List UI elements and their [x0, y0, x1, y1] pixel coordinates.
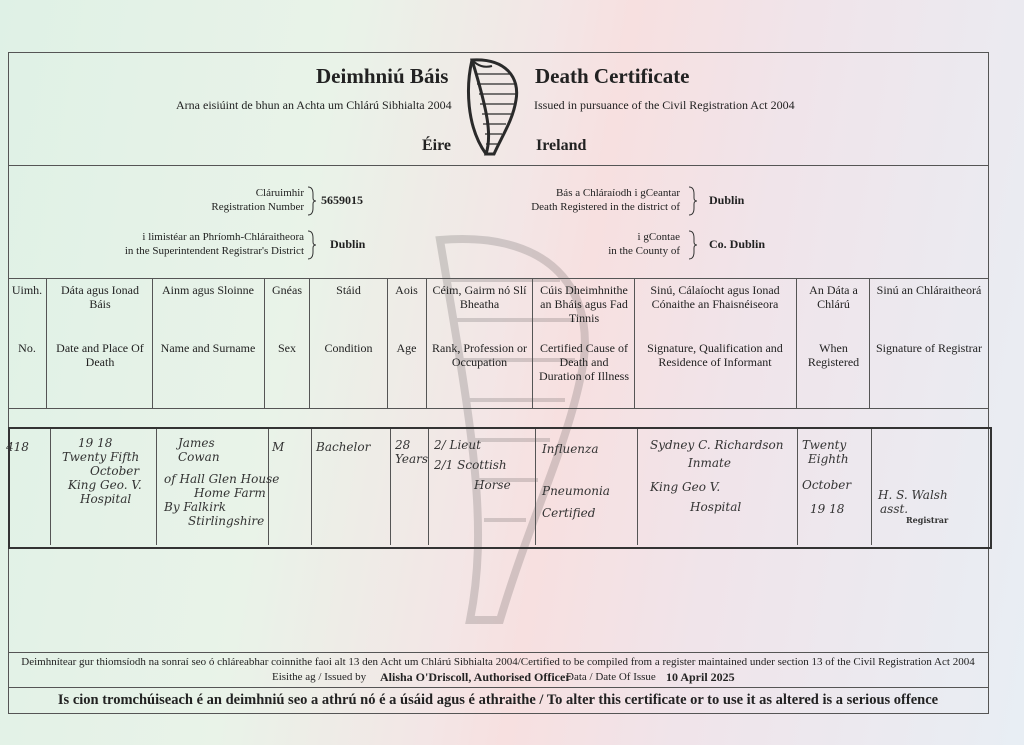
- brace-icon: [307, 230, 317, 260]
- country-english: Ireland: [536, 137, 587, 154]
- entry-name: James Cowan of Hall Glen House Home Farm By Falkirk Stirlingshire: [164, 436, 280, 528]
- col-name-irish: Ainm agus Sloinne: [162, 283, 254, 297]
- entry-registrar: H. S. Walsh asst. Registrar: [878, 488, 949, 525]
- county-value: Co. Dublin: [709, 237, 766, 251]
- col-registered-english: When Registered: [807, 341, 860, 369]
- col-no-english: No.: [18, 341, 36, 355]
- col-cause-english: Certified Cause of Death and Duration of Illness: [539, 341, 629, 383]
- country-irish: Éire: [422, 137, 452, 154]
- col-rank-irish: Céim, Gairm nó Slí Bheatha: [432, 283, 527, 311]
- issued-by-value: Alisha O'Driscoll, Authorised Officer: [380, 670, 571, 684]
- brace-icon: [688, 186, 698, 216]
- entry-divider: [156, 429, 157, 545]
- entry-divider: [637, 429, 638, 545]
- entry-number: 418: [6, 440, 29, 454]
- col-divider: [869, 278, 870, 408]
- title-irish: Deimhniú Báis: [316, 64, 449, 88]
- col-informant-english: Signature, Qualification and Residence of Informant: [647, 341, 783, 369]
- supt-district-label: i limistéar an Phríomh-Chláraitheora in the Superintendent Registrar's District: [124, 231, 304, 257]
- brace-icon: [307, 186, 317, 216]
- county-label: i gContae in the County of: [608, 231, 680, 257]
- col-divider: [426, 278, 427, 408]
- entry-age: 28 Years: [395, 438, 429, 466]
- col-divider: [46, 278, 47, 408]
- col-divider: [532, 278, 533, 408]
- entry-divider: [390, 429, 391, 545]
- brace-icon: [688, 230, 698, 260]
- col-divider: [264, 278, 265, 408]
- col-sex-irish: Gnéas: [272, 283, 302, 297]
- reg-number-label: Cláruimhir Registration Number: [211, 187, 304, 213]
- entry-divider: [311, 429, 312, 545]
- reg-district-label: Bás a Chláraíodh i gCeantar Death Registered in the district of: [531, 187, 680, 213]
- entry-divider: [871, 429, 872, 545]
- entry-condition: Bachelor: [316, 440, 371, 454]
- entry-registered: Twenty Eighth October 19 18: [802, 438, 852, 516]
- warning-rule: [8, 687, 988, 688]
- issue-date-value: 10 April 2025: [666, 670, 735, 684]
- col-age-irish: Aois: [395, 283, 418, 297]
- table-header-rule: [8, 408, 988, 409]
- entry-divider: [797, 429, 798, 545]
- col-cause-irish: Cúis Dheimhnithe an Bháis agus Fad Tinnis: [540, 283, 628, 325]
- issued-by-label: Eisithe ag / Issued by: [272, 671, 367, 683]
- issue-date-label: Data / Date Of Issue: [566, 671, 656, 683]
- col-sex-english: Sex: [278, 341, 296, 355]
- entry-rank: 2/ Lieut 2/1 Scottish Horse: [434, 438, 511, 492]
- entry-divider: [50, 429, 51, 545]
- header-divider: [8, 165, 988, 166]
- title-english: Death Certificate: [535, 64, 690, 88]
- col-divider: [796, 278, 797, 408]
- col-registered-irish: An Dáta a Chlárú: [809, 283, 858, 311]
- col-age-english: Age: [396, 341, 417, 355]
- supt-district-value: Dublin: [330, 237, 366, 251]
- entry-informant: Sydney C. Richardson Inmate King Geo V. Hospital: [650, 438, 784, 514]
- entry-divider: [535, 429, 536, 545]
- entry-sex: M: [272, 440, 285, 454]
- col-divider: [634, 278, 635, 408]
- table-top-rule: [8, 278, 988, 279]
- col-condition-english: Condition: [324, 341, 373, 355]
- col-registrar-english: Signature of Registrar: [876, 341, 982, 355]
- act-irish: Arna eisiúint de bhun an Achta um Chlárú Sibhialta 2004: [176, 98, 452, 112]
- reg-number-value: 5659015: [321, 193, 363, 207]
- entry-date-place: 19 18 Twenty Fifth October King Geo. V. Hospital: [62, 436, 142, 506]
- compiled-statement: Deimhnítear gur thiomsíodh na sonraí seo ó chláreabhar coinnithe faoi alt 13 den Acht um Chlárú Sibhialta 2004/Certified to be compiled from a register maintained under section 13 of the Civil Registration Act 2004: [21, 656, 975, 668]
- entry-cause: Influenza Pneumonia Certified: [542, 442, 610, 520]
- col-date-english: Date and Place Of Death: [56, 341, 144, 369]
- col-name-english: Name and Surname: [160, 341, 256, 355]
- reg-district-value: Dublin: [709, 193, 745, 207]
- alteration-warning: Is cion tromchúiseach é an deimhniú seo a athrú nó é a úsáid agus é athraithe / To alter this certificate or to use it as altered is a serious offence: [57, 692, 939, 708]
- col-registrar-irish: Sinú an Chláraitheorá: [876, 283, 982, 297]
- col-divider: [309, 278, 310, 408]
- col-informant-irish: Sinú, Cálaíocht agus Ionad Cónaithe an Fhaisnéiseora: [650, 283, 780, 311]
- footer-rule: [8, 652, 988, 653]
- col-date-irish: Dáta agus Ionad Báis: [61, 283, 139, 311]
- harp-emblem-icon: [458, 56, 524, 158]
- col-no-irish: Uimh.: [11, 283, 43, 297]
- col-rank-english: Rank, Profession or Occupation: [432, 341, 527, 369]
- entry-divider: [428, 429, 429, 545]
- col-divider: [152, 278, 153, 408]
- act-english: Issued in pursuance of the Civil Registration Act 2004: [534, 98, 795, 112]
- col-condition-irish: Stáid: [336, 283, 361, 297]
